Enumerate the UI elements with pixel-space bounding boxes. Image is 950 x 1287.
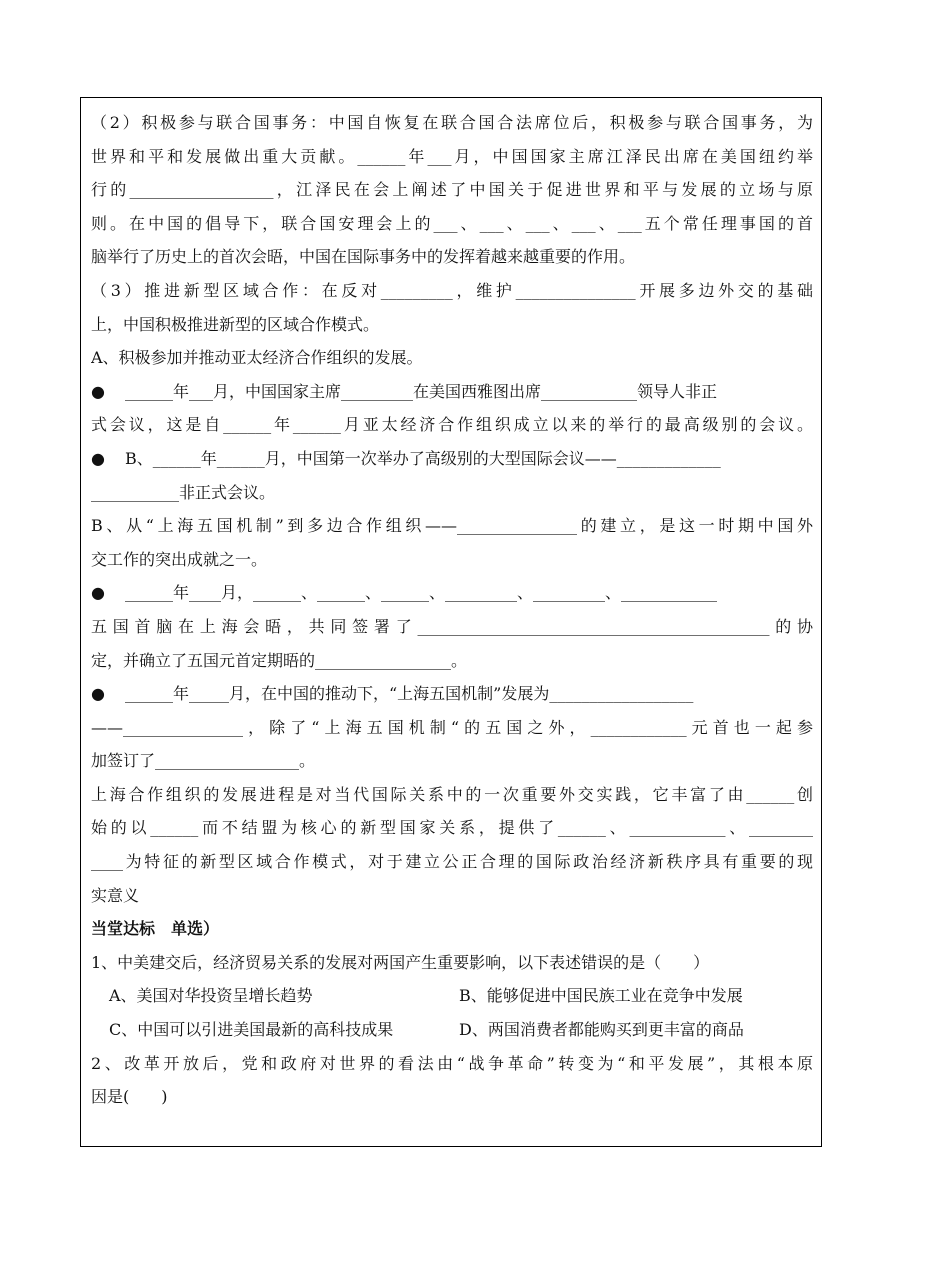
text-line: 行的__________________，江泽民在会上阐述了中国关于促进世界和平与发展的立场与原 xyxy=(91,180,813,200)
text-line: 实意义 xyxy=(91,885,140,905)
question-1-options-row xyxy=(91,979,813,1013)
option-c: C、中国可以引进美国最新的高科技成果 xyxy=(109,1020,394,1040)
bullet-icon: ● xyxy=(91,448,105,468)
text-line: 定，并确立了五国元首定期晤的_________________。 xyxy=(91,650,468,670)
option-d: D、两国消费者都能购买到更丰富的商品 xyxy=(459,1020,744,1040)
bullet-text: ______年___月，中国国家主席_________在美国西雅图出席____________领导人非正 xyxy=(125,381,718,401)
text-line: B、从“上海五国机制”到多边合作组织——_______________的建立，是这一时期中国外 xyxy=(91,516,813,536)
bullet-icon: ● xyxy=(91,684,105,704)
text-line: 始的以______而不结盟为核心的新型国家关系，提供了______、____________、________ xyxy=(91,818,813,838)
text-line: 脑举行了历史上的首次会晤，中国在国际事务中的发挥着越来越重要的作用。 xyxy=(91,247,636,267)
text-line: ____为特征的新型区域合作模式，对于建立公正合理的国际政治经济新秩序具有重要的现 xyxy=(91,852,813,872)
question-1-options-row xyxy=(91,1013,813,1047)
text-line: 上海合作组织的发展进程是对当代国际关系中的一次重要外交实践，它丰富了由______创 xyxy=(91,784,813,804)
option-a: A、美国对华投资呈增长趋势 xyxy=(109,986,313,1006)
question-2-stem: 因是( ) xyxy=(91,1087,168,1107)
bullet-text: ______年____月，______、______、______、_________、_________、____________ xyxy=(125,583,718,603)
text-line: 加签订了__________________。 xyxy=(91,751,316,771)
text-line: 世界和平和发展做出重大贡献。______年___月，中国国家主席江泽民出席在美国纽约举 xyxy=(91,146,813,166)
worksheet-content xyxy=(91,106,813,1114)
text-line: 则。在中国的倡导下，联合国安理会上的___、___、___、___、___五个常任理事国的首 xyxy=(91,213,813,233)
worksheet-frame xyxy=(80,97,822,1147)
option-b: B、能够促进中国民族工业在竞争中发展 xyxy=(459,986,743,1006)
bullet-icon: ● xyxy=(91,381,105,401)
bullet-text: ______年_____月，在中国的推动下，“上海五国机制”发展为__________________ xyxy=(125,684,694,704)
text-line: 上，中国积极推进新型的区域合作模式。 xyxy=(91,314,380,334)
section-title: 当堂达标 单选） xyxy=(91,919,220,939)
bullet-line xyxy=(91,375,813,409)
question-2-stem: 2、改革开放后，党和政府对世界的看法由“战争革命”转变为“和平发展”，其根本原 xyxy=(91,1053,813,1073)
text-line: ——_______________，除了“上海五国机制“的五国之外，____________元首也一起参 xyxy=(91,717,813,737)
text-line: 式会议，这是自______年______月亚太经济合作组织成立以来的举行的最高级别的会议。 xyxy=(91,415,813,435)
bullet-line xyxy=(91,677,813,711)
bullet-line xyxy=(91,576,813,610)
text-line: ___________非正式会议。 xyxy=(91,482,276,502)
bullet-icon: ● xyxy=(91,583,105,603)
text-line: 五国首脑在上海会晤，共同签署了____________________________________________的协 xyxy=(91,616,813,636)
text-line: （2）积极参与联合国事务：中国自恢复在联合国合法席位后，积极参与联合国事务，为 xyxy=(91,113,813,132)
text-line: （3）推进新型区域合作：在反对_________，维护_______________开展多边外交的基础 xyxy=(91,280,813,300)
bullet-line xyxy=(91,442,813,476)
text-line: A、积极参加并推动亚太经济合作组织的发展。 xyxy=(91,348,423,368)
text-line: 交工作的突出成就之一。 xyxy=(91,549,268,569)
bullet-text: B、______年______月，中国第一次举办了高级别的大型国际会议——_____________ xyxy=(125,448,721,468)
question-1-stem: 1、中美建交后，经济贸易关系的发展对两国产生重要影响，以下表述错误的是（ ） xyxy=(91,952,710,972)
